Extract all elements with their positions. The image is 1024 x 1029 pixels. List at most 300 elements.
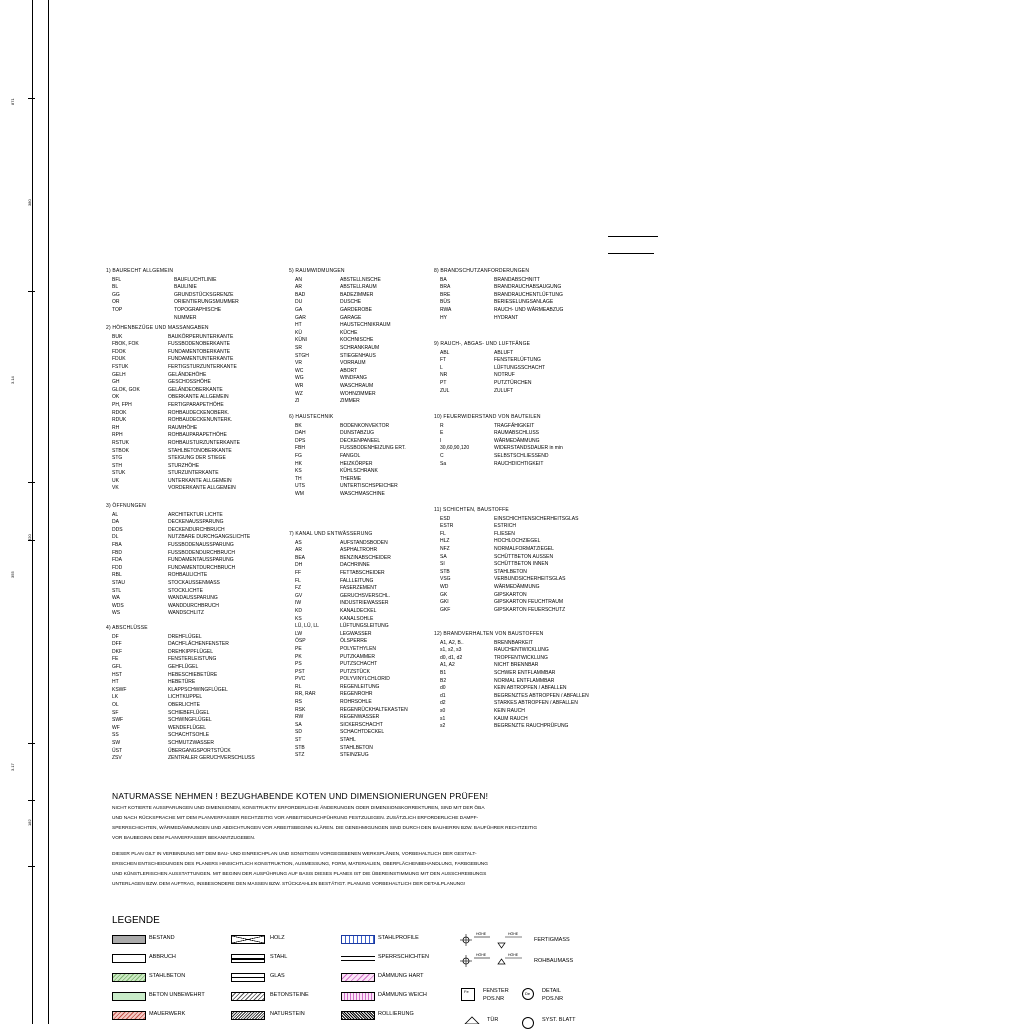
definition: DUSCHE: [340, 299, 362, 306]
abbreviation-row: [434, 388, 594, 396]
abbreviation-row: [106, 470, 268, 478]
abbreviation-row: [434, 372, 594, 380]
definition: ESTRICH: [494, 523, 516, 530]
definition: EINSCHICHTENSICHERHEITSGLAS: [494, 515, 579, 522]
swatch-mauerwerk: [112, 1011, 146, 1020]
abbreviation-row: [434, 307, 594, 315]
definition: PUTZTÜRCHEN: [494, 379, 532, 386]
definition: HOCHLOCHZIEGEL: [494, 538, 541, 545]
abbreviation: KÜ: [295, 329, 302, 336]
abbreviation-row: [289, 375, 430, 383]
abbreviation: GELH: [112, 371, 126, 378]
definition: BERIESELUNGSANLAGE: [494, 299, 554, 306]
section-heading: 1) BAURECHT ALLGEMEIN: [106, 268, 174, 274]
abbreviation-row: [106, 748, 288, 756]
abbreviation-row: [434, 438, 604, 446]
definition: ORIENTIERUNGSMUMMER: [174, 299, 239, 306]
abbreviation-row: [289, 391, 430, 399]
abbreviation: ESTR: [440, 523, 454, 530]
definition: ABLUFT: [494, 349, 514, 356]
definition: KOCHNISCHE: [340, 337, 374, 344]
abbreviation-row: [106, 740, 288, 748]
abbreviation: WS: [112, 610, 121, 617]
dimension-label: 320: [27, 534, 32, 541]
abbreviation: s1, s2, s3: [440, 647, 462, 654]
abbreviation: SI: [440, 561, 445, 568]
abbreviation-row: [289, 368, 430, 376]
abbreviation-row: [434, 546, 614, 554]
definition: DECKENPANEEL: [340, 437, 381, 444]
definition: LÜFTUNGSLEITUNG: [340, 623, 389, 630]
abbreviation: FDUK: [112, 356, 126, 363]
legend-label: TÜR: [487, 1017, 499, 1023]
abbreviation-row: [106, 417, 268, 425]
definition: HEIZKÖRPER: [340, 460, 373, 467]
abbreviation: SA: [440, 553, 447, 560]
definition: GESCHOSSHÖHE: [168, 379, 211, 386]
definition: INDUSTRIEWASSER: [340, 600, 389, 607]
abbreviation: L: [440, 364, 443, 371]
definition: STURZUNTERKANTE: [168, 470, 219, 477]
definition: RAUCHDICHTIGKEIT: [494, 460, 544, 467]
abbreviation-row: [106, 557, 278, 565]
abbreviation-row: [289, 623, 450, 631]
abbreviation-section: [434, 507, 614, 614]
legend-label: HOLZ: [270, 935, 285, 941]
legend-label: ROLLIERUNG: [378, 1011, 414, 1017]
definition: PUTZSTÜCK: [340, 668, 370, 675]
abbreviation-row: [434, 430, 604, 438]
abbreviation-row: [289, 423, 440, 431]
definition: HEBESCHIEBETÜRE: [168, 671, 218, 678]
abbreviation-row: [289, 491, 440, 499]
abbreviation-row: [289, 383, 430, 391]
definition: STEINZEUG: [340, 752, 369, 759]
abbreviation-row: [289, 337, 430, 345]
definition: BAUFLUCHTLINIE: [174, 276, 217, 283]
abbreviation: NR: [440, 372, 448, 379]
abbreviation-row: [289, 737, 450, 745]
swatch-abbruch: [112, 954, 146, 963]
abbreviation: STGH: [295, 352, 309, 359]
abbreviation: ZI: [295, 398, 300, 405]
abbreviation: BRA: [440, 284, 451, 291]
abbreviation-row: [434, 584, 614, 592]
definition: KEIN ABTROPFEN / ABFALLEN: [494, 685, 567, 692]
section-heading: 10) FEUERWIDERSTAND VON BAUTEILEN: [434, 414, 541, 420]
abbreviation: PS: [295, 661, 302, 668]
abbreviation: FBA: [112, 541, 122, 548]
abbreviation-row: [106, 292, 264, 300]
definition: GRUNDSTÜCKSGRENZE: [174, 291, 234, 298]
abbreviation: STG: [112, 455, 123, 462]
definition: REGENRÜCKHALTEKASTEN: [340, 706, 408, 713]
abbreviation: DH: [295, 562, 303, 569]
dimension-label: 871: [10, 98, 15, 105]
note-line: VOR BAUBEGINN DEM PLANVERFASSER BEKANNTZUGEBEN.: [112, 836, 256, 841]
abbreviation: I: [440, 437, 442, 444]
abbreviation-row: [106, 702, 288, 710]
abbreviation-row: [434, 678, 624, 686]
section-heading: 8) BRANDSCHUTZANFORDERUNGEN: [434, 268, 530, 274]
abbreviation: BUK: [112, 333, 123, 340]
definition: BRANDRAUCHENTLÜFTUNG: [494, 291, 563, 298]
swatch-holz: [231, 935, 265, 944]
definition: WASCHMASCHINE: [340, 490, 385, 497]
definition: RAUMHÖHE: [168, 424, 198, 431]
abbreviation-row: [106, 402, 268, 410]
definition: FALLLEITUNG: [340, 577, 374, 584]
abbreviation: WR: [295, 382, 304, 389]
definition: BRENNBARKEIT: [494, 639, 533, 646]
abbreviation-row: [434, 299, 594, 307]
abbreviation-row: [106, 672, 288, 680]
definition: BRANDABSCHNITT: [494, 276, 540, 283]
abbreviation-row: [106, 580, 278, 588]
swatch-sperrschichten: [341, 954, 375, 963]
abbreviation: C: [440, 452, 444, 459]
definition: WANDAUSSPARUNG: [168, 595, 218, 602]
dimension-label: 3.14: [10, 376, 15, 384]
definition: FERTIGPARAPETHÖHE: [168, 401, 224, 408]
abbreviation: STL: [112, 587, 122, 594]
abbreviation: ST: [295, 737, 302, 744]
legend-label: DÄMMUNG HART: [378, 973, 424, 979]
definition: PUTZSCHACHT: [340, 661, 378, 668]
definition: KÜHLSCHRANK: [340, 468, 378, 475]
abbreviation-row: [434, 716, 624, 724]
abbreviation: WC: [295, 367, 304, 374]
abbreviation: RSTUK: [112, 439, 129, 446]
definition: SICKERSCHACHT: [340, 721, 383, 728]
dim-tick: [28, 98, 35, 99]
abbreviation: LK: [112, 694, 119, 701]
abbreviation: FSTUK: [112, 363, 129, 370]
abbreviation: STB: [440, 568, 450, 575]
abbreviation-row: [289, 684, 450, 692]
abbreviation: GAR: [295, 314, 306, 321]
abbreviation-row: [434, 423, 604, 431]
definition: FLIESEN: [494, 530, 515, 537]
abbreviation-row: [289, 353, 430, 361]
definition: FERTIGSTURZUNTERKANTE: [168, 363, 237, 370]
legend-label: STAHLPROFILE: [378, 935, 419, 941]
abbreviation: SW: [112, 739, 121, 746]
abbreviation-row: [106, 356, 268, 364]
abbreviation-row: [289, 284, 430, 292]
abbreviation-row: [106, 664, 288, 672]
swatch-stahl: [231, 954, 265, 963]
abbreviation-section: [106, 325, 268, 493]
abbreviation-row: [106, 687, 288, 695]
abbreviation-row: [106, 679, 288, 687]
section-heading: 4) ABSCHLÜSSE: [106, 625, 148, 631]
definition: GEHFLÜGEL: [168, 663, 199, 670]
definition: NORMAL ENTFLAMMBAR: [494, 677, 555, 684]
definition: ZENTRALER GERUCHVERSCHLUSS: [168, 755, 255, 762]
door-tag-icon: [463, 1016, 481, 1024]
definition: NUMMER: [174, 314, 197, 321]
definition: SCHWER ENTFLAMMBAR: [494, 669, 556, 676]
abbreviation-section: [289, 531, 450, 760]
abbreviation-row: [106, 527, 278, 535]
abbreviation: B1: [440, 669, 447, 676]
abbreviation: BAD: [295, 291, 306, 298]
abbreviation: OK: [112, 394, 120, 401]
abbreviation-row: [106, 565, 278, 573]
abbreviation-row: [106, 307, 264, 315]
legend-label: POS.NR: [483, 996, 505, 1002]
abbreviation-row: [106, 710, 288, 718]
abbreviation: VR: [295, 360, 302, 367]
abbreviation: DPS: [295, 437, 306, 444]
abbreviation: RSK: [295, 706, 306, 713]
abbreviation-row: [289, 745, 450, 753]
abbreviation: 30,60,90,120: [440, 445, 470, 452]
abbreviation-row: [434, 453, 604, 461]
abbreviation: DDS: [112, 526, 123, 533]
abbreviation-row: [289, 438, 440, 446]
abbreviation: KS: [295, 468, 302, 475]
note-line: DIESER PLAN GILT IN VERBINDUNG MIT DEM BAU- UND EINREICHPLAN UND SONSTIGEN VORGEGEBENEN WERKSPLÄNEN, VORBEHALTLICH DER GESTALT-: [112, 852, 477, 857]
abbreviation: FDD: [112, 564, 123, 571]
abbreviation: ÖSP: [295, 638, 306, 645]
abbreviation: DFF: [112, 641, 122, 648]
abbreviation: Sa: [440, 460, 447, 467]
abbreviation: A1, A2: [440, 662, 455, 669]
abbreviation-row: [106, 588, 278, 596]
abbreviation: FBOK, FOK: [112, 341, 139, 348]
abbreviation: FF: [295, 569, 302, 576]
definition: BENZINABSCHEIDER: [340, 554, 391, 561]
definition: WANDDURCHBRUCH: [168, 602, 219, 609]
abbreviation: GKI: [440, 599, 449, 606]
abbreviation-section: [106, 503, 278, 618]
legend-label: SYST. BLATT: [542, 1017, 576, 1023]
abbreviation-row: [289, 654, 450, 662]
swatch-bestand: [112, 935, 146, 944]
abbreviation-row: [106, 694, 288, 702]
abbreviation: AL: [112, 511, 119, 518]
abbreviation-row: [289, 570, 450, 578]
definition: STURZHÖHE: [168, 462, 200, 469]
definition: WIDERSTANDSDAUER in min: [494, 445, 563, 452]
detail-tag: De: [525, 991, 531, 996]
abbreviation: ZUL: [440, 387, 450, 394]
abbreviation-row: [106, 364, 268, 372]
abbreviation-row: [289, 562, 450, 570]
abbreviation: WZ: [295, 390, 303, 397]
definition: GIPSKARTON: [494, 591, 527, 598]
abbreviation: TOP: [112, 306, 123, 313]
abbreviation: HLZ: [440, 538, 450, 545]
abbreviation-row: [289, 752, 450, 760]
abbreviation: s0: [440, 707, 446, 714]
section-heading: 5) RAUMWIDMUNGEN: [289, 268, 345, 274]
abbreviation: SD: [295, 729, 302, 736]
definition: FUSSBODENOBERKANTE: [168, 341, 230, 348]
abbreviation-row: [434, 523, 614, 531]
definition: KAUM RAUCH: [494, 715, 528, 722]
abbreviation-row: [106, 649, 288, 657]
abbreviation: WM: [295, 490, 304, 497]
abbreviation-row: [434, 576, 614, 584]
definition: FUSSBODENHEIZUNG ERT.: [340, 445, 406, 452]
abbreviation: d0, d1, d2: [440, 654, 463, 661]
abbreviation-row: [106, 387, 268, 395]
definition: FANGOL: [340, 452, 361, 459]
abbreviation: GG: [112, 291, 120, 298]
abbreviation: OL: [112, 701, 119, 708]
abbreviation: ÜST: [112, 747, 122, 754]
abbreviation: HK: [295, 460, 302, 467]
abbreviation: WG: [295, 375, 304, 382]
definition: KLAPPSCHWINGFLÜGEL: [168, 686, 228, 693]
abbreviation: AR: [295, 284, 302, 291]
abbreviation-row: [289, 360, 430, 368]
swatch-naturstein: [231, 1011, 265, 1020]
definition: NUTZBARE DURCHGANGSLICHTE: [168, 534, 251, 541]
definition: ROHRSOHLE: [340, 699, 372, 706]
abbreviation: FE: [112, 656, 119, 663]
abbreviation-row: [106, 485, 268, 493]
abbreviation: B2: [440, 677, 447, 684]
swatch-glas: [231, 973, 265, 982]
abbreviation: AS: [295, 539, 302, 546]
abbreviation-row: [106, 455, 268, 463]
definition: WINDFANG: [340, 375, 367, 382]
definition: GERUCHSVERSCHL.: [340, 592, 391, 599]
abbreviation-row: [106, 550, 278, 558]
abbreviation: KSWF: [112, 686, 127, 693]
legend-label: POS.NR: [542, 996, 564, 1002]
abbreviation: STB: [295, 744, 305, 751]
definition: FENSTERLÜFTUNG: [494, 357, 541, 364]
abbreviation-row: [434, 569, 614, 577]
abbreviation: BK: [295, 422, 302, 429]
abbreviation: RS: [295, 699, 302, 706]
abbreviation-row: [106, 572, 278, 580]
frame-line-right: [48, 0, 49, 1024]
abbreviation-row: [289, 699, 450, 707]
abbreviation: IW: [295, 600, 302, 607]
legend-label: STAHL: [270, 954, 288, 960]
abbreviation-row: [106, 519, 278, 527]
definition: DREHFLÜGEL: [168, 633, 202, 640]
definition: ABSTELLRAUM: [340, 284, 377, 291]
abbreviation: KÜNI: [295, 337, 307, 344]
abbreviation: BRE: [440, 291, 451, 298]
definition: BAUKÖRPERUNTERKANTE: [168, 333, 234, 340]
abbreviation: FBD: [112, 549, 122, 556]
abbreviation: DA: [112, 519, 119, 526]
abbreviation-row: [289, 330, 430, 338]
abbreviation: GFL: [112, 663, 122, 670]
definition: TRAGFÄHIGKEIT: [494, 422, 535, 429]
abbreviation-row: [106, 440, 268, 448]
frame-line-left: [32, 0, 33, 1024]
abbreviation-section: [289, 268, 430, 406]
definition: STAHLBETONOBERKANTE: [168, 447, 232, 454]
dim-tick: [28, 482, 35, 483]
abbreviation-row: [434, 647, 624, 655]
abbreviation-row: [289, 722, 450, 730]
abbreviation-row: [289, 315, 430, 323]
abbreviation-row: [289, 468, 440, 476]
definition: REGENWASSER: [340, 714, 380, 721]
abbreviation-row: [106, 595, 278, 603]
legend-title: LEGENDE: [112, 915, 160, 926]
dimension-label: 355: [10, 571, 15, 578]
dim-tick: [28, 866, 35, 867]
definition: GARDEROBE: [340, 306, 372, 313]
dim-tick: [28, 291, 35, 292]
definition: SCHACHTSOHLE: [168, 732, 210, 739]
abbreviation: RBL: [112, 572, 122, 579]
abbreviation: RL: [295, 683, 302, 690]
definition: SCHRANKRAUM: [340, 344, 380, 351]
legend-label: STAHLBETON: [149, 973, 186, 979]
abbreviation: ZSV: [112, 755, 122, 762]
swatch-daemmung-hart: [341, 973, 375, 982]
definition: RAUCHENTWICKLUNG: [494, 647, 549, 654]
definition: REGENLEITUNG: [340, 683, 380, 690]
definition: BEGRENZTE RAUCHPRÜFUNG: [494, 723, 569, 730]
abbreviation: R: [440, 422, 444, 429]
abbreviation: UTS: [295, 483, 305, 490]
definition: STIEGENHAUS: [340, 352, 376, 359]
abbreviation-row: [106, 277, 264, 285]
section-heading: 7) KANAL UND ENTWÄSSERUNG: [289, 531, 373, 537]
swatch-daemmung-weich: [341, 992, 375, 1001]
abbreviation: WF: [112, 724, 120, 731]
abbreviation: PT: [440, 379, 447, 386]
definition: LÜFTUNGSSCHACHT: [494, 364, 546, 371]
swatch-stahlbeton: [112, 973, 146, 982]
abbreviation-row: [106, 432, 268, 440]
abbreviation: FDA: [112, 557, 122, 564]
definition: ÖLSPERRE: [340, 638, 368, 645]
abbreviation: PST: [295, 668, 305, 675]
definition: TROPFENTWICKLUNG: [494, 654, 548, 661]
abbreviation: FG: [295, 452, 302, 459]
definition: DACHFLÄCHENFENSTER: [168, 641, 229, 648]
note-line: NICHT KOTIERTE AUSSPARUNGEN UND DIMENSIONEN, KONSTRUKTIV ERFORDERLICHE ÄNDERUNGEN ODER DIMENSIONSKORREKTUREN, SIND MIT DER ÖBA: [112, 806, 485, 811]
legend-label: BETON UNBEWEHRT: [149, 992, 205, 998]
abbreviation-row: [434, 693, 624, 701]
title-rule: [608, 253, 654, 254]
abbreviation: LÜ, LÜ, LL: [295, 623, 319, 630]
legend-label: DETAIL: [542, 988, 561, 994]
abbreviation-row: [289, 277, 430, 285]
abbreviation: KD: [295, 607, 302, 614]
abbreviation-row: [289, 646, 450, 654]
legend-label: GLAS: [270, 973, 285, 979]
definition: BODENKONVEKTOR: [340, 422, 390, 429]
system-sheet-icon: [522, 1017, 534, 1029]
abbreviation-row: [434, 708, 624, 716]
abbreviation-row: [434, 516, 614, 524]
abbreviation-row: [289, 299, 430, 307]
abbreviation: BEA: [295, 554, 306, 561]
definition: RAUCH- UND WÄRMEABZUG: [494, 306, 564, 313]
definition: BADEZIMMER: [340, 291, 374, 298]
abbreviation: d0: [440, 685, 446, 692]
abbreviation: STBOK: [112, 447, 129, 454]
abbreviation: DL: [112, 534, 119, 541]
definition: WENDEFLÜGEL: [168, 724, 207, 731]
abbreviation-row: [106, 315, 264, 323]
